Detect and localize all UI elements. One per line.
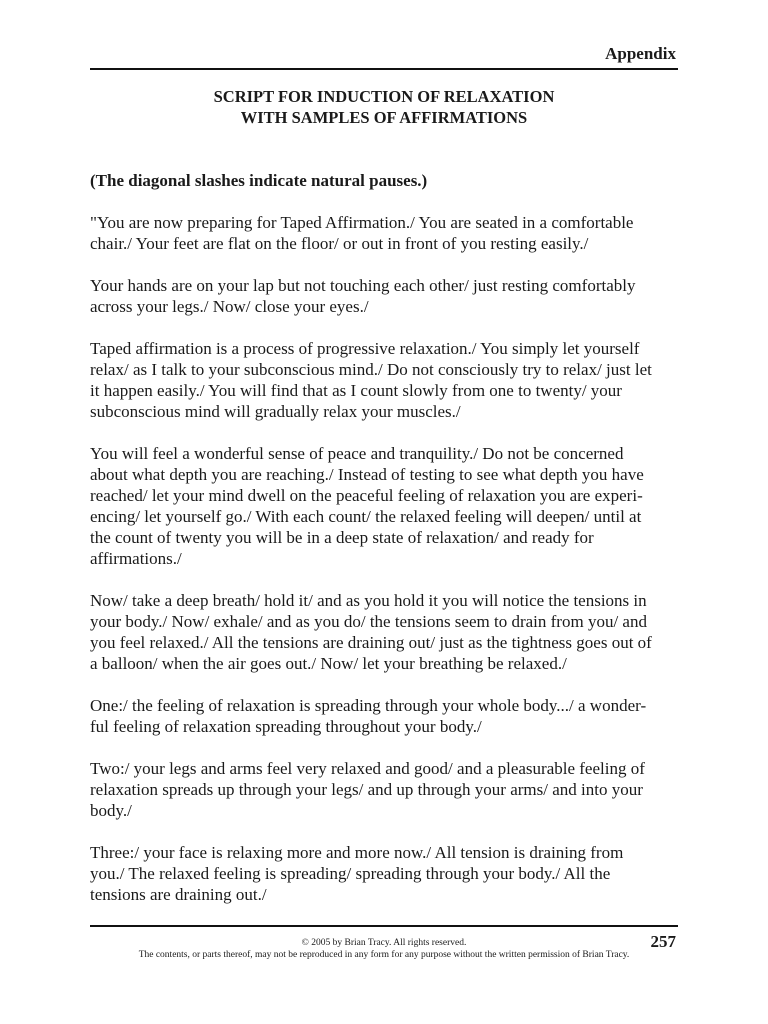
section-header: Appendix <box>605 44 676 63</box>
script-paragraph <box>90 212 685 254</box>
paragraph-line: relaxation spreads up through your legs/ and up through your arms/ and into your <box>90 780 643 799</box>
copyright-text: © 2005 by Brian Tracy. All rights reserved. <box>301 938 467 948</box>
pause-note: (The diagonal slashes indicate natural pauses.) <box>90 171 428 190</box>
paragraph-line: Now/ take a deep breath/ hold it/ and as you hold it you will notice the tensions in <box>90 591 647 610</box>
paragraph-line: encing/ let yourself go./ With each count/ the relaxed feeling will deepen/ until at <box>90 507 642 526</box>
paragraph-line: ful feeling of relaxation spreading throughout your body./ <box>90 717 482 736</box>
paragraph-line: relax/ as I talk to your subconscious mind./ Do not consciously try to relax/ just let <box>90 360 652 379</box>
title-line-1: SCRIPT FOR INDUCTION OF RELAXATION <box>213 87 555 106</box>
footer-rule <box>90 925 678 927</box>
footer <box>90 937 678 961</box>
paragraph-line: it happen easily./ You will find that as I count slowly from one to twenty/ your <box>90 381 622 400</box>
page-title <box>90 86 678 128</box>
reproduction-notice: The contents, or parts thereof, may not be reproduced in any form for any purpose without the written permission of Brian Tracy. <box>138 950 630 960</box>
paragraph-line: body./ <box>90 801 132 820</box>
paragraph-line: the count of twenty you will be in a deep state of relaxation/ and ready for <box>90 528 594 547</box>
header-rule <box>90 68 678 70</box>
paragraph-line: "You are now preparing for Taped Affirmation./ You are seated in a comfortable <box>90 213 634 232</box>
paragraph-line: subconscious mind will gradually relax your muscles./ <box>90 402 461 421</box>
script-body <box>90 212 685 926</box>
paragraph-line: Three:/ your face is relaxing more and more now./ All tension is draining from <box>90 843 624 862</box>
paragraph-line: your body./ Now/ exhale/ and as you do/ the tensions seem to drain from you/ and <box>90 612 647 631</box>
page-number: 257 <box>650 932 676 951</box>
paragraph-line: Taped affirmation is a process of progressive relaxation./ You simply let yourself <box>90 339 640 358</box>
script-paragraph <box>90 842 685 905</box>
script-paragraph <box>90 443 685 569</box>
paragraph-line: You will feel a wonderful sense of peace and tranquility./ Do not be concerned <box>90 444 624 463</box>
script-paragraph <box>90 275 685 317</box>
paragraph-line: tensions are draining out./ <box>90 885 267 904</box>
paragraph-line: across your legs./ Now/ close your eyes./ <box>90 297 369 316</box>
paragraph-line: Your hands are on your lap but not touching each other/ just resting comfortably <box>90 276 636 295</box>
paragraph-line: affirmations./ <box>90 549 182 568</box>
title-line-2: WITH SAMPLES OF AFFIRMATIONS <box>240 108 528 127</box>
script-paragraph <box>90 758 685 821</box>
paragraph-line: you feel relaxed./ All the tensions are draining out/ just as the tightness goes out of <box>90 633 652 652</box>
paragraph-line: about what depth you are reaching./ Instead of testing to see what depth you have <box>90 465 644 484</box>
script-paragraph <box>90 590 685 674</box>
paragraph-line: you./ The relaxed feeling is spreading/ spreading through your body./ All the <box>90 864 611 883</box>
paragraph-line: Two:/ your legs and arms feel very relaxed and good/ and a pleasurable feeling of <box>90 759 645 778</box>
script-paragraph <box>90 695 685 737</box>
paragraph-line: reached/ let your mind dwell on the peaceful feeling of relaxation you are experi- <box>90 486 643 505</box>
script-paragraph <box>90 338 685 422</box>
paragraph-line: One:/ the feeling of relaxation is spreading through your whole body.../ a wonder- <box>90 696 647 715</box>
paragraph-line: chair./ Your feet are flat on the floor/ or out in front of you resting easily./ <box>90 234 589 253</box>
paragraph-line: a balloon/ when the air goes out./ Now/ let your breathing be relaxed./ <box>90 654 567 673</box>
